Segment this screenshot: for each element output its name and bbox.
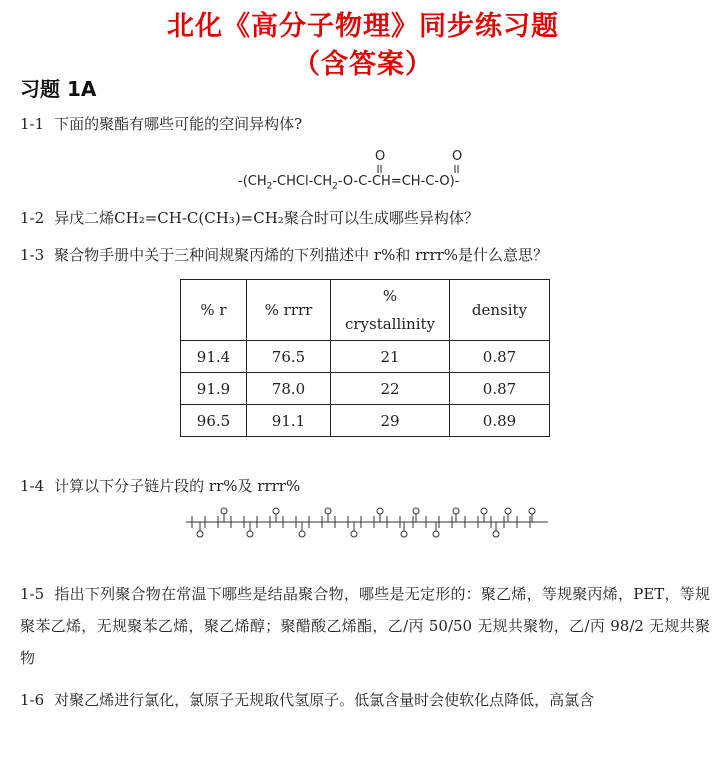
- substituent-circle-up: [377, 508, 383, 514]
- formula-subscript: 2: [266, 181, 273, 192]
- table-cell: 78.0: [247, 373, 331, 405]
- table-cell: 76.5: [247, 341, 331, 373]
- question-number: 1-2: [20, 209, 45, 227]
- table-cell: 91.9: [181, 373, 247, 405]
- question-1-6: [20, 690, 594, 710]
- table-cell: 0.87: [450, 341, 550, 373]
- section-heading: 习题 1A: [20, 77, 97, 101]
- table-row: [181, 341, 550, 373]
- question-text: 对聚乙烯进行氯化，氯原子无规取代氢原子。低氯含量时会使软化点降低，高氯含: [54, 691, 595, 709]
- table-cell: 29: [331, 405, 450, 437]
- header-crystallinity-label: crystallinity: [344, 315, 436, 333]
- substituent-circle-up: [221, 508, 227, 514]
- table-cell: 0.89: [450, 405, 550, 437]
- substituent-circle-down: [433, 531, 439, 537]
- table-cell: 91.4: [181, 341, 247, 373]
- question-1-1: [20, 114, 302, 134]
- question-text: 聚合物手册中关于三种间规聚丙烯的下列描述中 r%和 rrrr%是什么意思？: [54, 246, 549, 264]
- substituent-circle-down: [401, 531, 407, 537]
- table-cell: 96.5: [181, 405, 247, 437]
- formula-part: -CHCl-CH: [272, 174, 333, 189]
- question-number: 1-4: [20, 477, 45, 495]
- carbonyl-oxygen-2: O: [452, 149, 463, 164]
- substituent-circle-down: [197, 531, 203, 537]
- question-text: 异戊二烯CH₂=CH-C(CH₃)=CH₂聚合时可以生成哪些异构体？: [54, 209, 479, 227]
- header-crystallinity: [331, 280, 450, 341]
- header-r: % r: [181, 280, 247, 341]
- document-subtitle: （含答案）: [293, 49, 433, 80]
- table-row: [181, 373, 550, 405]
- question-number: 1-6: [20, 691, 45, 709]
- header-rrrr: % rrrr: [247, 280, 331, 341]
- substituent-circle-down: [493, 531, 499, 537]
- table-cell: 0.87: [450, 373, 550, 405]
- polyester-formula: [238, 148, 498, 194]
- question-1-5: [20, 578, 710, 674]
- question-text: 指出下列聚合物在常温下哪些是结晶聚合物，哪些是无定形的：聚乙烯，等规聚丙烯，PET，等规聚苯乙烯，无规聚苯乙烯，聚乙烯醇；聚醋酸乙烯酯，乙/丙 50/50 无规共聚物，乙/丙 98/2 无规共聚物: [20, 585, 710, 667]
- substituent-circle-up: [453, 508, 459, 514]
- substituent-circle-up: [325, 508, 331, 514]
- substituent-circle-down: [247, 531, 253, 537]
- formula-chain: [238, 174, 459, 192]
- table-cell: 21: [331, 341, 450, 373]
- substituent-circle-up: [413, 508, 419, 514]
- table-row: [181, 405, 550, 437]
- question-text: 下面的聚酯有哪些可能的空间异构体?: [54, 115, 303, 133]
- question-number: 1-1: [20, 115, 45, 133]
- substituent-circle-down: [299, 531, 305, 537]
- substituent-circle-up: [529, 508, 535, 514]
- question-1-2: [20, 208, 479, 228]
- question-number: 1-5: [20, 585, 45, 603]
- formula-subscript: 2: [332, 181, 338, 192]
- substituent-circle-up: [481, 508, 487, 514]
- formula-part: -O-C-CH=CH-C-O)-: [337, 174, 460, 189]
- table-cell: 91.1: [247, 405, 331, 437]
- question-1-3: [20, 245, 548, 265]
- formula-part: -(CH: [238, 174, 267, 189]
- substituent-circle-up: [273, 508, 279, 514]
- table-cell: 22: [331, 373, 450, 405]
- substituent-circle-up: [505, 508, 511, 514]
- molecular-chain-diagram: [186, 507, 556, 543]
- question-1-4: [20, 476, 300, 496]
- carbonyl-oxygen-1: O: [375, 149, 386, 164]
- substituent-circle-down: [351, 531, 357, 537]
- document-title: 北化《高分子物理》同步练习题: [167, 11, 559, 42]
- polypropylene-table: [180, 279, 550, 437]
- question-text: 计算以下分子链片段的 rr%及 rrrr%: [54, 477, 301, 495]
- header-density: density: [450, 280, 550, 341]
- header-percent: %: [382, 287, 398, 305]
- table-header-row: [181, 280, 550, 341]
- question-number: 1-3: [20, 246, 45, 264]
